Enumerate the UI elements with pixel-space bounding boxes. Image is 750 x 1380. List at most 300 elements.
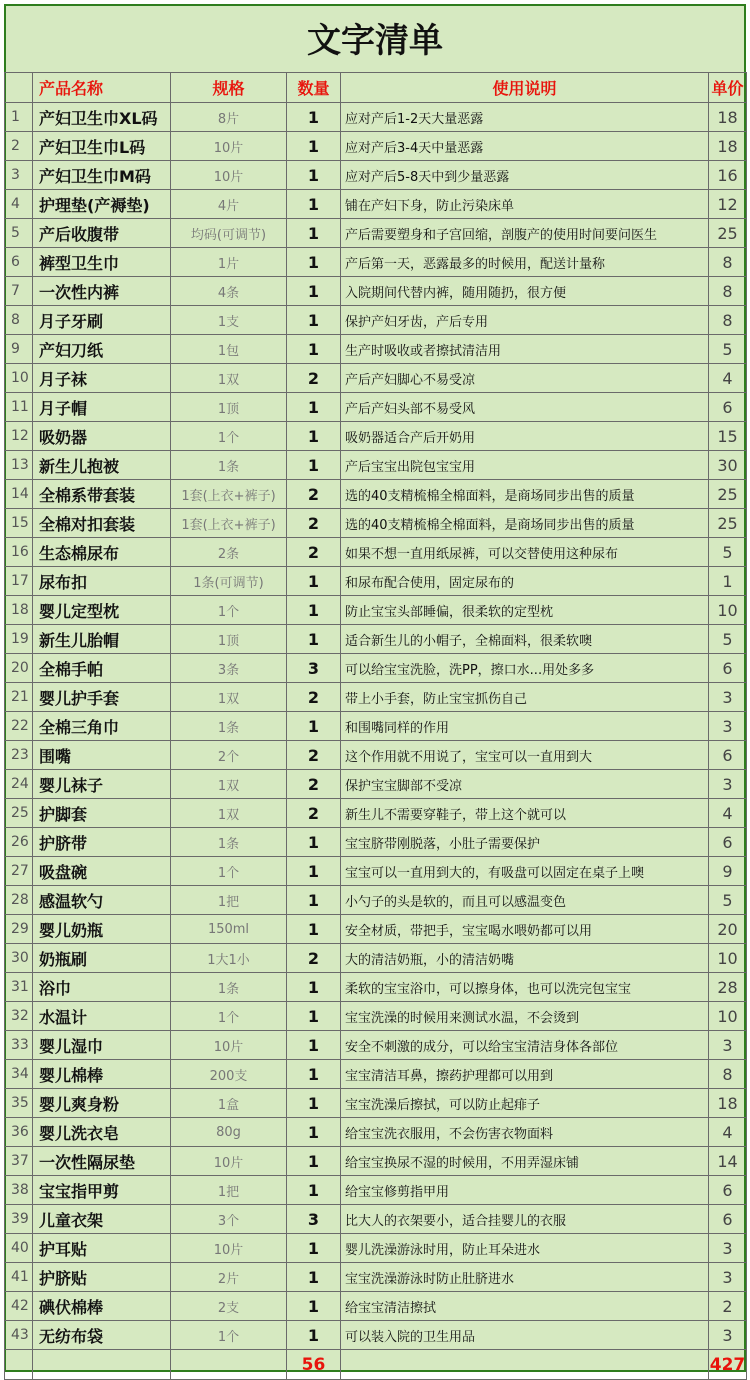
row-index: 7 <box>5 277 33 306</box>
table-row <box>5 944 747 973</box>
table-row <box>5 625 747 654</box>
table-row <box>5 480 747 509</box>
product-price: 6 <box>709 741 747 770</box>
product-price: 10 <box>709 596 747 625</box>
row-index: 33 <box>5 1031 33 1060</box>
product-qty: 1 <box>287 1060 341 1089</box>
row-index: 28 <box>5 886 33 915</box>
product-qty: 1 <box>287 248 341 277</box>
product-qty: 1 <box>287 1031 341 1060</box>
product-description: 适合新生儿的小帽子，全棉面料，很柔软噢 <box>341 625 709 654</box>
product-qty: 1 <box>287 596 341 625</box>
product-spec: 1套(上衣+裤子) <box>171 480 287 509</box>
table-row <box>5 538 747 567</box>
product-price: 3 <box>709 1031 747 1060</box>
product-qty: 2 <box>287 538 341 567</box>
product-qty: 2 <box>287 770 341 799</box>
product-spec: 1条 <box>171 712 287 741</box>
product-description: 入院期间代替内裤，随用随扔，很方便 <box>341 277 709 306</box>
product-spec: 1个 <box>171 422 287 451</box>
product-description: 产后产妇头部不易受风 <box>341 393 709 422</box>
product-qty: 1 <box>287 712 341 741</box>
product-price: 5 <box>709 625 747 654</box>
table-row <box>5 364 747 393</box>
product-spec: 1双 <box>171 683 287 712</box>
product-qty: 1 <box>287 1147 341 1176</box>
table-body <box>5 103 747 1350</box>
product-description: 吸奶器适合产后开奶用 <box>341 422 709 451</box>
total-qty: 56 <box>287 1350 341 1380</box>
row-index: 43 <box>5 1321 33 1350</box>
table-row <box>5 654 747 683</box>
product-description: 安全材质，带把手，宝宝喝水喂奶都可以用 <box>341 915 709 944</box>
row-index: 32 <box>5 1002 33 1031</box>
product-price: 8 <box>709 1060 747 1089</box>
header-index <box>5 73 33 103</box>
product-name: 护脐贴 <box>33 1263 171 1292</box>
product-name: 宝宝指甲剪 <box>33 1176 171 1205</box>
product-qty: 2 <box>287 799 341 828</box>
product-qty: 1 <box>287 277 341 306</box>
product-qty: 1 <box>287 393 341 422</box>
total-blank-spec <box>171 1350 287 1380</box>
product-spec: 10片 <box>171 132 287 161</box>
table-row <box>5 509 747 538</box>
table-row <box>5 799 747 828</box>
product-price: 4 <box>709 799 747 828</box>
product-price: 3 <box>709 1234 747 1263</box>
product-name: 婴儿袜子 <box>33 770 171 799</box>
product-price: 8 <box>709 248 747 277</box>
table-row <box>5 1205 747 1234</box>
product-description: 宝宝清洁耳鼻，擦药护理都可以用到 <box>341 1060 709 1089</box>
row-index: 19 <box>5 625 33 654</box>
table-row <box>5 335 747 364</box>
row-index: 3 <box>5 161 33 190</box>
product-spec: 1顶 <box>171 393 287 422</box>
product-price: 5 <box>709 538 747 567</box>
product-name: 一次性内裤 <box>33 277 171 306</box>
product-qty: 1 <box>287 973 341 1002</box>
product-description: 应对产后5-8天中到少量恶露 <box>341 161 709 190</box>
product-spec: 150ml <box>171 915 287 944</box>
row-index: 27 <box>5 857 33 886</box>
product-name: 护脐带 <box>33 828 171 857</box>
total-price: 427 <box>709 1350 747 1380</box>
product-qty: 1 <box>287 857 341 886</box>
table-row <box>5 973 747 1002</box>
row-index: 25 <box>5 799 33 828</box>
table-row <box>5 1176 747 1205</box>
product-price: 6 <box>709 828 747 857</box>
product-description: 产后产妇脚心不易受凉 <box>341 364 709 393</box>
product-name: 一次性隔尿垫 <box>33 1147 171 1176</box>
row-index: 38 <box>5 1176 33 1205</box>
product-price: 5 <box>709 886 747 915</box>
product-qty: 1 <box>287 1002 341 1031</box>
table-row <box>5 132 747 161</box>
product-description: 宝宝洗澡游泳时防止肚脐进水 <box>341 1263 709 1292</box>
row-index: 10 <box>5 364 33 393</box>
product-name: 月子牙刷 <box>33 306 171 335</box>
product-description: 给宝宝换尿不湿的时候用，不用弄湿床铺 <box>341 1147 709 1176</box>
product-qty: 2 <box>287 944 341 973</box>
product-description: 保护产妇牙齿，产后专用 <box>341 306 709 335</box>
product-spec: 1条(可调节) <box>171 567 287 596</box>
row-index: 13 <box>5 451 33 480</box>
product-name: 裤型卫生巾 <box>33 248 171 277</box>
product-price: 10 <box>709 1002 747 1031</box>
product-qty: 1 <box>287 451 341 480</box>
row-index: 35 <box>5 1089 33 1118</box>
row-index: 17 <box>5 567 33 596</box>
product-spec: 1双 <box>171 364 287 393</box>
product-description: 产后宝宝出院包宝宝用 <box>341 451 709 480</box>
row-index: 30 <box>5 944 33 973</box>
product-price: 6 <box>709 1176 747 1205</box>
header-price: 单价 <box>709 73 747 103</box>
product-description: 这个作用就不用说了，宝宝可以一直用到大 <box>341 741 709 770</box>
checklist-sheet <box>4 4 746 1375</box>
product-description: 宝宝洗澡的时候用来测试水温，不会烫到 <box>341 1002 709 1031</box>
product-spec: 3个 <box>171 1205 287 1234</box>
product-price: 18 <box>709 1089 747 1118</box>
product-spec: 8片 <box>171 103 287 132</box>
product-spec: 10片 <box>171 1234 287 1263</box>
product-name: 婴儿爽身粉 <box>33 1089 171 1118</box>
product-qty: 1 <box>287 306 341 335</box>
row-index: 2 <box>5 132 33 161</box>
product-name: 婴儿洗衣皂 <box>33 1118 171 1147</box>
product-spec: 1条 <box>171 828 287 857</box>
row-index: 14 <box>5 480 33 509</box>
header-qty: 数量 <box>287 73 341 103</box>
row-index: 23 <box>5 741 33 770</box>
product-name: 无纺布袋 <box>33 1321 171 1350</box>
product-name: 婴儿棉棒 <box>33 1060 171 1089</box>
table-header-row <box>5 73 747 103</box>
product-description: 选的40支精梳棉全棉面料，是商场同步出售的质量 <box>341 480 709 509</box>
product-price: 3 <box>709 1321 747 1350</box>
product-description: 选的40支精梳棉全棉面料，是商场同步出售的质量 <box>341 509 709 538</box>
table-row <box>5 393 747 422</box>
product-price: 28 <box>709 973 747 1002</box>
product-price: 9 <box>709 857 747 886</box>
product-name: 全棉手帕 <box>33 654 171 683</box>
product-name: 水温计 <box>33 1002 171 1031</box>
product-price: 3 <box>709 770 747 799</box>
product-description: 柔软的宝宝浴巾，可以擦身体，也可以洗完包宝宝 <box>341 973 709 1002</box>
product-name: 护耳贴 <box>33 1234 171 1263</box>
product-spec: 1片 <box>171 248 287 277</box>
product-name: 全棉系带套装 <box>33 480 171 509</box>
table-row <box>5 190 747 219</box>
item-table <box>4 72 747 1380</box>
product-name: 月子帽 <box>33 393 171 422</box>
product-description: 宝宝脐带刚脱落，小肚子需要保护 <box>341 828 709 857</box>
product-name: 产后收腹带 <box>33 219 171 248</box>
product-name: 尿布扣 <box>33 567 171 596</box>
table-row <box>5 422 747 451</box>
table-row <box>5 1321 747 1350</box>
row-index: 41 <box>5 1263 33 1292</box>
product-price: 3 <box>709 712 747 741</box>
product-price: 4 <box>709 1118 747 1147</box>
product-description: 可以装入院的卫生用品 <box>341 1321 709 1350</box>
product-qty: 1 <box>287 828 341 857</box>
product-spec: 10片 <box>171 1147 287 1176</box>
product-qty: 1 <box>287 1176 341 1205</box>
product-description: 和尿布配合使用，固定尿布的 <box>341 567 709 596</box>
product-qty: 1 <box>287 103 341 132</box>
product-spec: 1双 <box>171 770 287 799</box>
product-qty: 1 <box>287 1118 341 1147</box>
product-description: 应对产后3-4天中量恶露 <box>341 132 709 161</box>
row-index: 24 <box>5 770 33 799</box>
row-index: 18 <box>5 596 33 625</box>
table-row <box>5 1234 747 1263</box>
table-row <box>5 1263 747 1292</box>
product-spec: 1套(上衣+裤子) <box>171 509 287 538</box>
table-row <box>5 857 747 886</box>
product-description: 宝宝可以一直用到大的，有吸盘可以固定在桌子上噢 <box>341 857 709 886</box>
row-index: 26 <box>5 828 33 857</box>
product-price: 8 <box>709 277 747 306</box>
product-spec: 均码(可调节) <box>171 219 287 248</box>
product-qty: 1 <box>287 161 341 190</box>
table-row <box>5 1060 747 1089</box>
product-description: 和围嘴同样的作用 <box>341 712 709 741</box>
product-description: 比大人的衣架要小，适合挂婴儿的衣服 <box>341 1205 709 1234</box>
product-qty: 1 <box>287 1263 341 1292</box>
table-row <box>5 219 747 248</box>
product-qty: 2 <box>287 509 341 538</box>
product-name: 生态棉尿布 <box>33 538 171 567</box>
product-qty: 1 <box>287 1321 341 1350</box>
row-index: 9 <box>5 335 33 364</box>
product-name: 吸盘碗 <box>33 857 171 886</box>
product-description: 小勺子的头是软的，而且可以感温变色 <box>341 886 709 915</box>
product-spec: 1个 <box>171 1321 287 1350</box>
product-qty: 1 <box>287 219 341 248</box>
product-name: 月子袜 <box>33 364 171 393</box>
product-name: 产妇卫生巾XL码 <box>33 103 171 132</box>
product-qty: 1 <box>287 915 341 944</box>
product-spec: 2片 <box>171 1263 287 1292</box>
product-qty: 2 <box>287 480 341 509</box>
product-description: 给宝宝修剪指甲用 <box>341 1176 709 1205</box>
table-row <box>5 741 747 770</box>
product-price: 12 <box>709 190 747 219</box>
product-spec: 1双 <box>171 799 287 828</box>
product-spec: 2支 <box>171 1292 287 1321</box>
product-spec: 1个 <box>171 1002 287 1031</box>
product-description: 铺在产妇下身，防止污染床单 <box>341 190 709 219</box>
product-price: 30 <box>709 451 747 480</box>
total-blank-index <box>5 1350 33 1380</box>
product-spec: 1个 <box>171 596 287 625</box>
product-qty: 1 <box>287 132 341 161</box>
product-price: 2 <box>709 1292 747 1321</box>
table-row <box>5 1292 747 1321</box>
row-index: 37 <box>5 1147 33 1176</box>
row-index: 36 <box>5 1118 33 1147</box>
product-description: 宝宝洗澡后擦拭，可以防止起痱子 <box>341 1089 709 1118</box>
header-name: 产品名称 <box>33 73 171 103</box>
product-price: 8 <box>709 306 747 335</box>
product-price: 25 <box>709 480 747 509</box>
page-title: 文字清单 <box>307 21 443 61</box>
product-price: 20 <box>709 915 747 944</box>
product-name: 奶瓶刷 <box>33 944 171 973</box>
product-description: 婴儿洗澡游泳时用，防止耳朵进水 <box>341 1234 709 1263</box>
product-spec: 1条 <box>171 451 287 480</box>
product-spec: 4片 <box>171 190 287 219</box>
product-qty: 2 <box>287 364 341 393</box>
product-qty: 1 <box>287 190 341 219</box>
product-name: 新生儿抱被 <box>33 451 171 480</box>
row-index: 39 <box>5 1205 33 1234</box>
table-row <box>5 683 747 712</box>
product-description: 防止宝宝头部睡偏，很柔软的定型枕 <box>341 596 709 625</box>
table-row <box>5 1147 747 1176</box>
product-qty: 1 <box>287 422 341 451</box>
product-price: 5 <box>709 335 747 364</box>
row-index: 6 <box>5 248 33 277</box>
product-name: 婴儿定型枕 <box>33 596 171 625</box>
product-spec: 1盒 <box>171 1089 287 1118</box>
product-qty: 1 <box>287 335 341 364</box>
product-description: 如果不想一直用纸尿裤，可以交替使用这种尿布 <box>341 538 709 567</box>
product-price: 6 <box>709 654 747 683</box>
product-name: 护理垫(产褥垫) <box>33 190 171 219</box>
total-blank-desc <box>341 1350 709 1380</box>
product-price: 6 <box>709 1205 747 1234</box>
product-description: 给宝宝洗衣服用，不会伤害衣物面料 <box>341 1118 709 1147</box>
table-row <box>5 1118 747 1147</box>
table-row <box>5 886 747 915</box>
row-index: 11 <box>5 393 33 422</box>
row-index: 15 <box>5 509 33 538</box>
table-row <box>5 915 747 944</box>
product-name: 婴儿奶瓶 <box>33 915 171 944</box>
totals-row <box>5 1350 747 1380</box>
product-name: 产妇卫生巾L码 <box>33 132 171 161</box>
product-qty: 1 <box>287 1292 341 1321</box>
product-price: 1 <box>709 567 747 596</box>
product-name: 全棉对扣套装 <box>33 509 171 538</box>
product-name: 产妇刀纸 <box>33 335 171 364</box>
product-name: 儿童衣架 <box>33 1205 171 1234</box>
product-name: 护脚套 <box>33 799 171 828</box>
row-index: 40 <box>5 1234 33 1263</box>
row-index: 21 <box>5 683 33 712</box>
product-description: 带上小手套，防止宝宝抓伤自己 <box>341 683 709 712</box>
product-spec: 2个 <box>171 741 287 770</box>
product-spec: 1大1小 <box>171 944 287 973</box>
product-name: 婴儿护手套 <box>33 683 171 712</box>
product-spec: 2条 <box>171 538 287 567</box>
product-description: 产后需要塑身和子宫回缩，剖腹产的使用时间要问医生 <box>341 219 709 248</box>
product-spec: 1支 <box>171 306 287 335</box>
product-price: 15 <box>709 422 747 451</box>
table-row <box>5 712 747 741</box>
product-qty: 1 <box>287 1089 341 1118</box>
table-row <box>5 828 747 857</box>
product-price: 6 <box>709 393 747 422</box>
row-index: 42 <box>5 1292 33 1321</box>
row-index: 8 <box>5 306 33 335</box>
table-row <box>5 1002 747 1031</box>
row-index: 5 <box>5 219 33 248</box>
product-name: 新生儿胎帽 <box>33 625 171 654</box>
product-spec: 1条 <box>171 973 287 1002</box>
product-spec: 200支 <box>171 1060 287 1089</box>
product-qty: 2 <box>287 741 341 770</box>
table-row <box>5 596 747 625</box>
product-price: 4 <box>709 364 747 393</box>
row-index: 22 <box>5 712 33 741</box>
product-name: 全棉三角巾 <box>33 712 171 741</box>
product-spec: 3条 <box>171 654 287 683</box>
table-row <box>5 567 747 596</box>
product-price: 3 <box>709 1263 747 1292</box>
product-spec: 1包 <box>171 335 287 364</box>
product-qty: 2 <box>287 683 341 712</box>
product-spec: 1把 <box>171 886 287 915</box>
product-price: 16 <box>709 161 747 190</box>
row-index: 1 <box>5 103 33 132</box>
product-description: 保护宝宝脚部不受凉 <box>341 770 709 799</box>
product-spec: 1个 <box>171 857 287 886</box>
table-row <box>5 1089 747 1118</box>
product-description: 可以给宝宝洗脸，洗PP，擦口水...用处多多 <box>341 654 709 683</box>
product-price: 3 <box>709 683 747 712</box>
product-description: 产后第一天，恶露最多的时候用，配送计量称 <box>341 248 709 277</box>
product-qty: 1 <box>287 625 341 654</box>
product-name: 婴儿湿巾 <box>33 1031 171 1060</box>
product-qty: 3 <box>287 654 341 683</box>
table-row <box>5 161 747 190</box>
product-description: 安全不刺激的成分，可以给宝宝清洁身体各部位 <box>341 1031 709 1060</box>
product-name: 产妇卫生巾M码 <box>33 161 171 190</box>
total-blank-name <box>33 1350 171 1380</box>
product-description: 应对产后1-2天大量恶露 <box>341 103 709 132</box>
product-price: 18 <box>709 103 747 132</box>
product-price: 14 <box>709 1147 747 1176</box>
table-row <box>5 451 747 480</box>
row-index: 20 <box>5 654 33 683</box>
product-spec: 1把 <box>171 1176 287 1205</box>
product-spec: 80g <box>171 1118 287 1147</box>
row-index: 31 <box>5 973 33 1002</box>
product-name: 碘伏棉棒 <box>33 1292 171 1321</box>
product-price: 25 <box>709 219 747 248</box>
product-description: 生产时吸收或者擦拭清洁用 <box>341 335 709 364</box>
product-spec: 1顶 <box>171 625 287 654</box>
row-index: 12 <box>5 422 33 451</box>
table-row <box>5 277 747 306</box>
table-row <box>5 248 747 277</box>
product-name: 吸奶器 <box>33 422 171 451</box>
product-qty: 1 <box>287 1234 341 1263</box>
row-index: 4 <box>5 190 33 219</box>
product-price: 18 <box>709 132 747 161</box>
product-qty: 1 <box>287 886 341 915</box>
product-spec: 10片 <box>171 161 287 190</box>
product-name: 围嘴 <box>33 741 171 770</box>
product-spec: 10片 <box>171 1031 287 1060</box>
